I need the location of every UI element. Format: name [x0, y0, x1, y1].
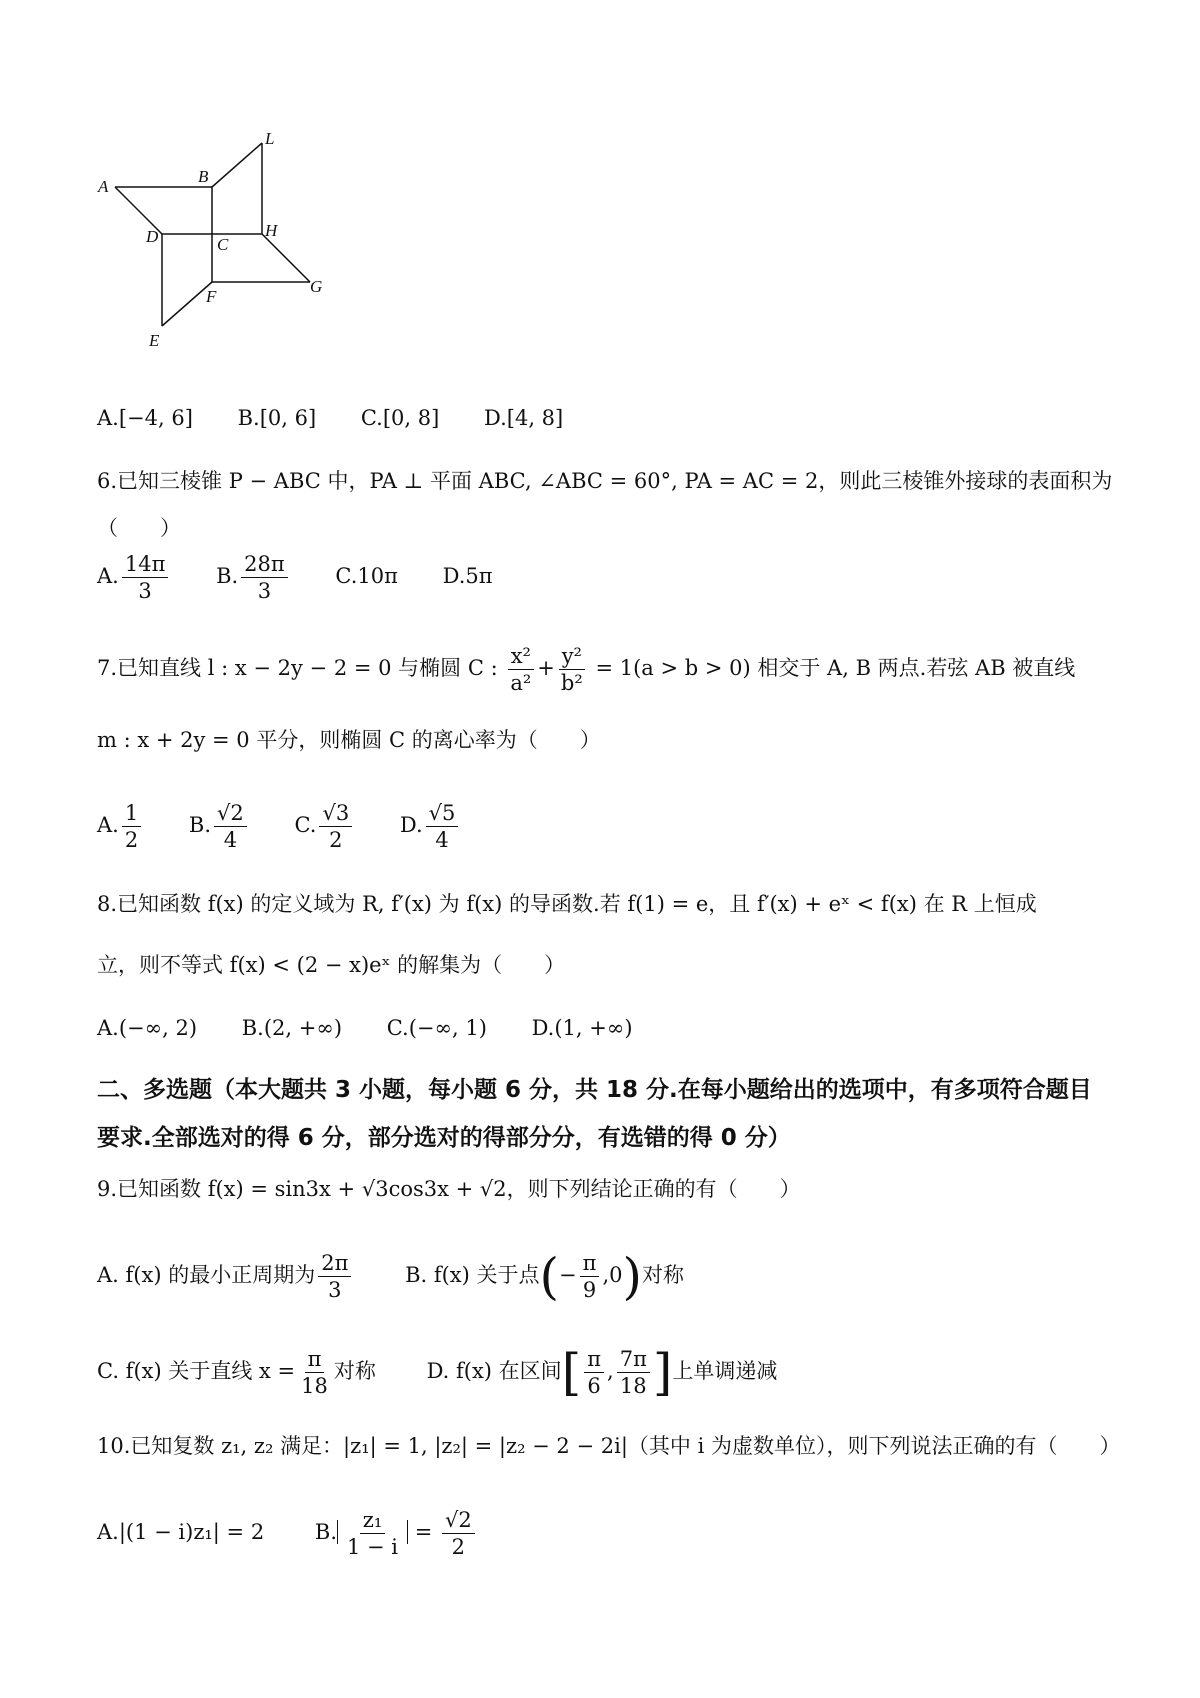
q7-b-den: 4	[223, 828, 238, 852]
q7-stem-line2: m : x + 2y = 0 平分，则椭圆 C 的离心率为（ ）	[97, 728, 601, 752]
q8-option-b[interactable]: B.(2, +∞)	[241, 1016, 343, 1040]
q7-stem-a: 7.已知直线 l : x − 2y − 2 = 0 与椭圆 C :	[97, 656, 498, 680]
q10-b-den: 1 − i	[347, 1535, 399, 1559]
q7-c-den: 2	[329, 828, 343, 852]
q5-option-d[interactable]: D.[4, 8]	[484, 406, 564, 430]
q6-d-prefix: D.	[442, 564, 466, 588]
q9-a-text: A. f(x) 的最小正周期为	[97, 1263, 316, 1287]
label-h: H	[265, 221, 278, 240]
q7-b-fraction	[214, 800, 247, 853]
q9-b-den: 9	[582, 1278, 597, 1302]
q7-a-fraction	[122, 800, 141, 853]
q6-blank: （ ）	[97, 516, 181, 540]
q9-d-bracket-close: ]	[652, 1343, 673, 1402]
q6-options	[97, 551, 531, 604]
q6-option-b[interactable]	[216, 551, 291, 604]
q6-option-c[interactable]	[335, 561, 398, 591]
q9-c-after: 对称	[333, 1359, 376, 1383]
q7-option-a[interactable]	[97, 800, 144, 853]
q9-a-fraction	[318, 1250, 351, 1303]
q8-option-a[interactable]: A.(−∞, 2)	[97, 1016, 198, 1040]
q7-frac-x-den: a²	[510, 671, 532, 695]
q6-b-fraction	[241, 551, 288, 604]
q9-d-den1: 6	[587, 1374, 601, 1398]
q9-b-after: 对称	[642, 1263, 685, 1287]
q7-b-prefix: B.	[188, 813, 212, 837]
q5-option-b[interactable]: B.[0, 6]	[237, 406, 317, 430]
q9-b-text: B. f(x) 关于点	[405, 1263, 540, 1287]
q7-c-fraction	[319, 800, 352, 853]
label-g: G	[310, 277, 323, 296]
q9-c-den: 18	[301, 1374, 328, 1398]
q7-frac-y-num: y²	[559, 643, 585, 670]
label-f: F	[206, 287, 217, 306]
q8-options	[97, 1013, 671, 1043]
q6-b-den: 3	[257, 579, 272, 603]
q7-option-b[interactable]	[189, 800, 250, 853]
q6-a-fraction	[122, 551, 169, 604]
q7-option-d[interactable]	[400, 800, 462, 853]
label-d: D	[146, 227, 159, 246]
q9-d-after: 上单调递减	[672, 1359, 778, 1383]
q7-a-prefix: A.	[97, 813, 119, 837]
q9-d-num2: 7π	[617, 1346, 650, 1373]
q9-d-bracket-open: [	[561, 1343, 582, 1402]
q10-b-rhs-num: √2	[442, 1507, 475, 1534]
q9-c-num: π	[305, 1346, 325, 1373]
q8-option-c[interactable]: C.(−∞, 1)	[386, 1016, 487, 1040]
label-c: C	[217, 235, 229, 254]
section2-heading: 二、多选题（本大题共 3 小题，每小题 6 分，共 18 分.在每小题给出的选项中，有多项符合题目要求.全部选对的得 6 分，部分选对的得部分分，有选错的得 0 分）	[97, 1077, 1092, 1151]
q6-b-num: 28π	[241, 551, 288, 578]
q6-a-num: 14π	[122, 551, 169, 578]
q7-d-num: √5	[426, 800, 459, 827]
q9-options-cd	[97, 1343, 815, 1402]
q6-a-prefix: A.	[97, 564, 119, 588]
q9-b-paren-close: )	[622, 1247, 643, 1306]
label-a: A	[98, 177, 109, 196]
q7-option-c[interactable]	[294, 800, 355, 853]
label-e: E	[149, 331, 160, 350]
q9-b-fraction	[580, 1250, 600, 1303]
q8-stem-line1: 8.已知函数 f(x) 的定义域为 R, f′(x) 为 f(x) 的导函数.若 f(1) = e，且 f′(x) + eˣ < f(x) 在 R 上恒成	[97, 892, 1037, 916]
geometry-figure	[80, 130, 340, 390]
q9-option-b[interactable]: B. f(x) 关于点(− $\frac{\pi}{9}$ ,0)对称	[405, 1247, 685, 1306]
q9-options-ab	[97, 1247, 722, 1306]
q10-b-fraction	[344, 1507, 401, 1560]
q10-b-abs	[337, 1508, 408, 1559]
q10-option-a[interactable]: A.|(1 − i)z₁| = 2	[97, 1520, 265, 1544]
q9-b-paren-open: (	[539, 1247, 560, 1306]
q7-b-num: √2	[214, 800, 247, 827]
q6-d-text: 5π	[465, 564, 493, 588]
q9-d-num1: π	[584, 1346, 604, 1373]
q9-stem: 9.已知函数 f(x) = sin3x + √3cos3x + √2，则下列结论正确的有（ ）	[97, 1177, 801, 1201]
q7-a-den: 2	[124, 828, 139, 852]
q9-a-den: 3	[328, 1278, 342, 1302]
label-l: L	[265, 130, 275, 148]
q5-options	[97, 403, 601, 433]
q10-b-num: z₁	[360, 1507, 385, 1534]
q9-d-fraction-2	[617, 1346, 650, 1399]
q6-option-a[interactable]	[97, 551, 171, 604]
q6-c-prefix: C.	[335, 564, 358, 588]
q7-d-prefix: D.	[399, 813, 423, 837]
q7-d-den: 4	[435, 828, 449, 852]
q10-stem: 10.已知复数 z₁, z₂ 满足：|z₁| = 1, |z₂| = |z₂ − 2 − 2i|（其中 i 为虚数单位），则下列说法正确的有（ ）	[97, 1434, 1121, 1458]
q5-option-c[interactable]: C.[0, 8]	[360, 406, 440, 430]
q10-options	[97, 1507, 516, 1560]
q9-c-text: C. f(x) 关于直线 x =	[97, 1359, 296, 1383]
q9-a-num: 2π	[318, 1250, 351, 1277]
q7-frac-y	[558, 643, 586, 696]
q7-stem-line1	[97, 643, 1075, 696]
q7-d-fraction	[426, 800, 459, 853]
q5-option-a[interactable]: A.[−4, 6]	[97, 406, 193, 430]
q7-frac-x-num: x²	[508, 643, 534, 670]
q6-option-d[interactable]	[443, 561, 493, 591]
q10-b-rhs-den: 2	[451, 1535, 466, 1559]
q7-options	[97, 800, 499, 853]
q9-option-d[interactable]: D. f(x) 在区间[ $\frac{\pi}{6}$ , $\frac{7\pi}{18}$ ]上单调递减	[426, 1343, 778, 1402]
q6-c-text: 10π	[357, 564, 398, 588]
q10-b-prefix: B.	[314, 1520, 337, 1544]
q9-c-fraction	[298, 1346, 331, 1399]
q6-stem: 6.已知三棱锥 P − ABC 中，PA ⊥ 平面 ABC, ∠ABC = 60°, PA = AC = 2，则此三棱锥外接球的表面积为	[97, 469, 1113, 493]
q7-stem-b: = 1(a > b > 0) 相交于 A, B 两点.若弦 AB 被直线	[595, 656, 1076, 680]
q7-c-num: √3	[319, 800, 352, 827]
q10-option-b[interactable]: B. $\frac{\text{z₁}}{1 - i}$ = $\frac{√2}{2}$	[315, 1507, 478, 1560]
q7-plus: +	[537, 656, 555, 680]
q10-b-rhs-fraction	[442, 1507, 475, 1560]
q9-option-c[interactable]	[97, 1346, 376, 1399]
q9-b-num: π	[580, 1250, 600, 1277]
q7-frac-x	[507, 643, 534, 696]
q9-d-text: D. f(x) 在区间	[426, 1359, 562, 1383]
q7-frac-y-den: b²	[560, 671, 583, 695]
q6-b-prefix: B.	[216, 564, 239, 588]
q7-c-prefix: C.	[294, 813, 317, 837]
q8-option-d[interactable]: D.(1, +∞)	[531, 1016, 633, 1040]
q9-d-fraction-1	[584, 1346, 604, 1399]
q8-stem-line2: 立，则不等式 f(x) < (2 − x)eˣ 的解集为（ ）	[97, 953, 566, 977]
q7-a-num: 1	[122, 800, 141, 827]
label-b: B	[198, 167, 209, 186]
q9-option-a[interactable]	[97, 1250, 354, 1303]
q6-a-den: 3	[138, 579, 152, 603]
q9-d-den2: 18	[619, 1374, 647, 1398]
